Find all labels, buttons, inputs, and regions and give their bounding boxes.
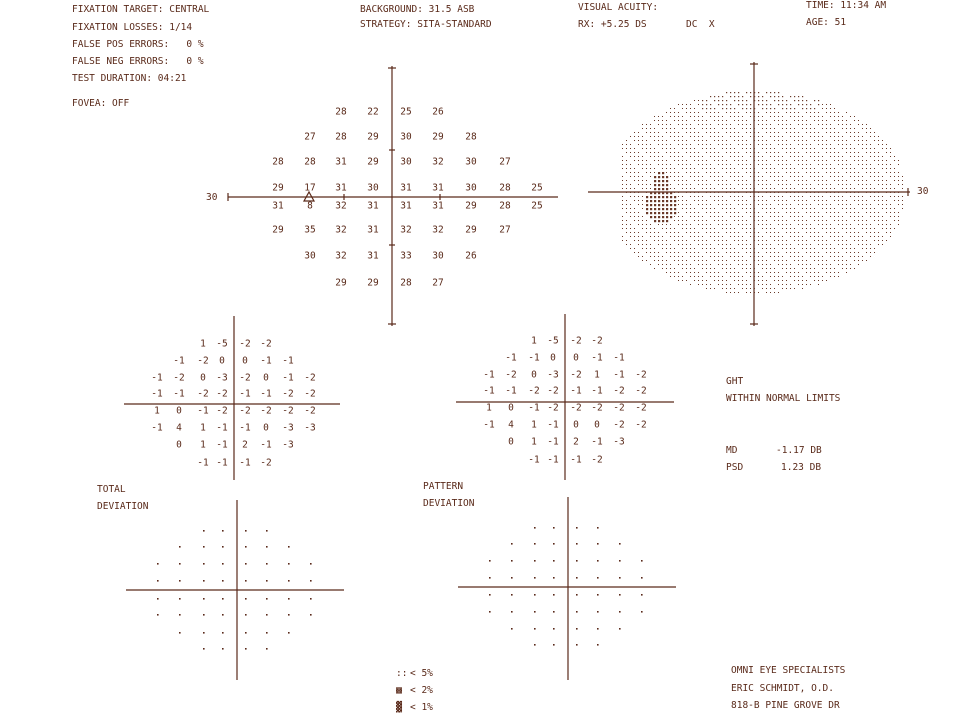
strategy-value: STRATEGY: SITA-STANDARD [360,19,492,30]
threshold-value: 27 [499,224,511,236]
probability-dot [222,614,224,616]
probability-dot [157,614,159,616]
ght-label: GHT [726,376,744,387]
pattern-deviation-value: -1 [483,419,495,431]
pattern-deviation-value: -2 [505,369,517,381]
total-deviation-value: 1 [200,439,206,451]
pattern-deviation-value: 0 [594,419,600,431]
probability-dot [203,598,205,600]
pattern-deviation-value: -1 [613,369,625,381]
threshold-value: 31 [335,156,347,168]
threshold-value: 32 [432,224,444,236]
probability-dot [288,546,290,548]
probability-dot [266,632,268,634]
total-deviation-value: 0 [176,439,182,451]
pattern-deviation-value: -1 [591,352,603,364]
total-deviation-value: -1 [151,372,163,384]
patient-age: AGE: 51 [806,17,847,28]
total-deviation-value: -1 [197,457,209,469]
threshold-axis-label: 30 [206,192,218,203]
total-deviation-value: -2 [304,388,316,400]
probability-dot [641,594,643,596]
pattern-deviation-value: 0 [531,369,537,381]
total-deviation-value: -2 [216,388,228,400]
threshold-value: 26 [432,106,444,118]
probability-dot [553,611,555,613]
total-deviation-value: -1 [151,388,163,400]
clinic-name: OMNI EYE SPECIALISTS [731,665,846,676]
legend-5pct: < 5% [410,668,433,679]
threshold-value: 22 [367,106,379,118]
probability-dot [203,580,205,582]
total-deviation-value: 0 [263,422,269,434]
probability-dot [245,614,247,616]
total-deviation-value: -2 [197,355,209,367]
threshold-value: 30 [367,182,379,194]
threshold-value: 31 [367,200,379,212]
threshold-value: 27 [432,277,444,289]
pattern-deviation-value: -5 [547,335,559,347]
pattern-deviation-value: -2 [635,402,647,414]
probability-dot [203,632,205,634]
total-deviation-value: 1 [200,422,206,434]
total-deviation-value: -1 [260,355,272,367]
probability-dot [489,594,491,596]
probability-dot [534,644,536,646]
legend-2pct: < 2% [410,685,433,696]
threshold-value: 31 [400,182,412,194]
probability-dot [597,644,599,646]
threshold-value: 31 [272,200,284,212]
total-deviation-value: -2 [304,405,316,417]
pattern-deviation-value: -2 [528,385,540,397]
ght-value: WITHIN NORMAL LIMITS [726,393,841,404]
total-deviation-value: 0 [263,372,269,384]
pattern-deviation-value: -2 [635,369,647,381]
probability-dot [245,598,247,600]
threshold-value: 29 [367,277,379,289]
threshold-value: 29 [272,224,284,236]
legend-1pct: < 1% [410,702,433,713]
probability-dot [553,560,555,562]
pattern-deviation-value: -2 [635,385,647,397]
threshold-value: 31 [367,224,379,236]
threshold-value: 30 [432,250,444,262]
probability-dot [534,527,536,529]
total-deviation-value: -1 [216,457,228,469]
probability-dot [310,614,312,616]
threshold-value: 25 [400,106,412,118]
threshold-value: 30 [304,250,316,262]
total-deviation-value: -2 [260,405,272,417]
total-deviation-value: 0 [242,355,248,367]
probability-dot [511,543,513,545]
pattern-deviation-value: 2 [573,436,579,448]
fixation-losses: FIXATION LOSSES: 1/14 [72,22,193,33]
probability-dot [641,577,643,579]
pattern-deviation-value: 0 [508,436,514,448]
total-deviation-value: -1 [216,439,228,451]
pattern-deviation-value: -1 [591,385,603,397]
probability-dot [157,563,159,565]
threshold-value: 31 [432,200,444,212]
pattern-deviation-value: 1 [531,419,537,431]
threshold-value: 32 [335,200,347,212]
threshold-value: 29 [367,131,379,143]
pattern-deviation-value: -2 [613,402,625,414]
probability-dot [222,563,224,565]
clinic-doctor: ERIC SCHMIDT, O.D. [731,683,834,694]
total-deviation-value: -2 [282,405,294,417]
total-deviation-value: -2 [197,388,209,400]
total-deviation-value: -1 [282,372,294,384]
threshold-value: 31 [367,250,379,262]
pattern-deviation-value: -1 [613,352,625,364]
total-deviation-value: -1 [239,457,251,469]
total-deviation-value: -2 [216,405,228,417]
probability-dot [597,611,599,613]
probability-dot [576,577,578,579]
total-deviation-value: -1 [173,388,185,400]
probability-dot [534,543,536,545]
total-deviation-value: -3 [282,439,294,451]
threshold-value: 29 [335,277,347,289]
threshold-value: 28 [304,156,316,168]
probability-dot [222,598,224,600]
probability-dot [288,580,290,582]
probability-dot [534,628,536,630]
threshold-value: 30 [400,156,412,168]
probability-dot [641,560,643,562]
probability-dot [597,560,599,562]
fovea-status: FOVEA: OFF [72,98,130,109]
probability-dot [266,563,268,565]
pattern-deviation-label-2: DEVIATION [423,498,475,509]
probability-dot [619,543,621,545]
probability-dot [266,530,268,532]
total-deviation-value: -1 [216,422,228,434]
probability-dot [619,560,621,562]
probability-dot [245,648,247,650]
probability-dot [641,611,643,613]
probability-dot [597,527,599,529]
probability-dot [245,546,247,548]
probability-dot [157,598,159,600]
pattern-deviation-value: 4 [508,419,514,431]
total-deviation-value: 0 [219,355,225,367]
probability-dot [179,632,181,634]
total-deviation-value: 0 [200,372,206,384]
threshold-value: 31 [400,200,412,212]
probability-dot [511,628,513,630]
threshold-value: 35 [304,224,316,236]
probability-dot [511,577,513,579]
probability-dot [288,563,290,565]
probability-dot [203,546,205,548]
probability-dot [489,560,491,562]
clinic-address: 818-B PINE GROVE DR [731,700,840,711]
probability-dot [511,594,513,596]
pattern-deviation-value: -2 [570,402,582,414]
probability-dot [619,611,621,613]
probability-dot [203,563,205,565]
threshold-value: 27 [304,131,316,143]
pattern-deviation-value: -1 [547,436,559,448]
legend-5pct-icon: :: [396,668,408,679]
pattern-deviation-value: -1 [528,352,540,364]
threshold-value: 28 [335,131,347,143]
probability-dot [619,594,621,596]
probability-dot [619,628,621,630]
pattern-deviation-value: -1 [483,385,495,397]
probability-dot [203,648,205,650]
probability-dot [553,543,555,545]
test-time: TIME: 11:34 AM [806,0,887,11]
probability-dot [511,560,513,562]
probability-dot [553,594,555,596]
pattern-deviation-value: 1 [531,436,537,448]
md-label: MD [726,445,738,456]
probability-dot [553,577,555,579]
probability-dot [179,546,181,548]
test-duration: TEST DURATION: 04:21 [72,73,187,84]
pattern-deviation-value: 0 [573,419,579,431]
total-deviation-value: -3 [216,372,228,384]
total-deviation-value: -1 [151,422,163,434]
visual-acuity: VISUAL ACUITY: [578,2,659,13]
total-deviation-value: 1 [154,405,160,417]
probability-dot [266,546,268,548]
total-deviation-value: -1 [173,355,185,367]
probability-dot [534,577,536,579]
total-deviation-value: -5 [216,338,228,350]
total-deviation-value: -3 [282,422,294,434]
threshold-value: 31 [432,182,444,194]
threshold-value: 32 [400,224,412,236]
probability-dot [553,628,555,630]
total-deviation-value: -3 [304,422,316,434]
probability-dot [576,628,578,630]
pattern-deviation-value: -3 [613,436,625,448]
probability-dot [576,543,578,545]
probability-dot [245,632,247,634]
threshold-value: 25 [531,182,543,194]
probability-dot [245,563,247,565]
total-deviation-value: -1 [239,388,251,400]
probability-dot [288,632,290,634]
pattern-deviation-value: -2 [570,369,582,381]
pattern-deviation-value: -1 [483,369,495,381]
false-neg-errors: FALSE NEG ERRORS: 0 % [72,56,204,67]
threshold-value: 29 [272,182,284,194]
md-value: -1.17 DB [776,445,822,456]
probability-dot [245,580,247,582]
pattern-deviation-value: -2 [547,402,559,414]
false-pos-errors: FALSE POS ERRORS: 0 % [72,39,204,50]
probability-dot [534,560,536,562]
legend-2pct-icon: ▩ [396,685,403,696]
probability-dot [534,611,536,613]
probability-dot [222,530,224,532]
total-deviation-value: -2 [260,338,272,350]
pattern-deviation-value: -2 [635,419,647,431]
probability-dot [619,577,621,579]
probability-dot [534,594,536,596]
threshold-value: 30 [465,156,477,168]
pattern-deviation-value: -1 [591,436,603,448]
rx-value: RX: +5.25 DS [578,19,647,30]
total-deviation-label-2: DEVIATION [97,501,149,512]
threshold-value: 17 [304,182,316,194]
total-deviation-value: -1 [260,439,272,451]
pattern-deviation-value: -1 [505,385,517,397]
pattern-deviation-value: 0 [508,402,514,414]
probability-dot [266,648,268,650]
total-deviation-value: 4 [176,422,182,434]
probability-dot [489,577,491,579]
legend-1pct-icon: ▓ [396,702,403,713]
threshold-value: 27 [499,156,511,168]
probability-dot [179,614,181,616]
probability-dot [203,614,205,616]
probability-dot [288,614,290,616]
total-deviation-value: -2 [304,372,316,384]
threshold-value: 8 [307,200,313,212]
probability-dot [597,577,599,579]
total-deviation-value: 2 [242,439,248,451]
total-deviation-value: -2 [282,388,294,400]
probability-dot [310,563,312,565]
threshold-value: 30 [465,182,477,194]
pattern-deviation-value: -3 [547,369,559,381]
total-deviation-value: -2 [239,372,251,384]
threshold-value: 29 [465,224,477,236]
threshold-value: 29 [367,156,379,168]
probability-dot [179,580,181,582]
probability-dot [576,644,578,646]
probability-dot [489,611,491,613]
threshold-value: 28 [499,200,511,212]
probability-dot [597,628,599,630]
pattern-deviation-value: -1 [528,402,540,414]
pattern-deviation-value: -1 [547,419,559,431]
probability-dot [288,598,290,600]
threshold-value: 32 [335,250,347,262]
total-deviation-value: -1 [260,388,272,400]
threshold-value: 33 [400,250,412,262]
pattern-deviation-value: -2 [547,385,559,397]
total-deviation-label: TOTAL [97,484,126,495]
probability-dot [553,644,555,646]
probability-dot [266,580,268,582]
probability-dot [511,611,513,613]
threshold-value: 32 [335,224,347,236]
total-deviation-value: -2 [239,405,251,417]
psd-label: PSD [726,462,744,473]
pattern-deviation-value: -1 [570,454,582,466]
pattern-deviation-value: -2 [570,335,582,347]
threshold-value: 31 [335,182,347,194]
pattern-deviation-value: 1 [594,369,600,381]
threshold-value: 30 [400,131,412,143]
total-deviation-value: 0 [176,405,182,417]
probability-dot [222,632,224,634]
total-deviation-value: -2 [173,372,185,384]
threshold-value: 28 [272,156,284,168]
pattern-deviation-value: 1 [486,402,492,414]
probability-dot [222,546,224,548]
pattern-deviation-label: PATTERN [423,481,464,492]
threshold-value: 28 [465,131,477,143]
probability-dot [179,598,181,600]
total-deviation-value: -2 [239,338,251,350]
threshold-value: 28 [499,182,511,194]
pattern-deviation-value: -2 [613,385,625,397]
background-value: BACKGROUND: 31.5 ASB [360,4,475,15]
fixation-target: FIXATION TARGET: CENTRAL [72,4,210,15]
total-deviation-value: -1 [239,422,251,434]
psd-value: 1.23 DB [781,462,822,473]
dc-value: DC X [686,19,715,30]
probability-dot [222,648,224,650]
threshold-value: 26 [465,250,477,262]
pattern-deviation-value: 0 [573,352,579,364]
probability-dot [597,543,599,545]
pattern-deviation-value: 1 [531,335,537,347]
probability-dot [203,530,205,532]
threshold-value: 28 [400,277,412,289]
pattern-deviation-value: -2 [591,454,603,466]
probability-dot [310,598,312,600]
threshold-value: 29 [432,131,444,143]
probability-dot [266,598,268,600]
probability-dot [553,527,555,529]
probability-dot [266,614,268,616]
probability-dot [576,611,578,613]
probability-dot [222,580,224,582]
probability-dot [245,530,247,532]
threshold-value: 25 [531,200,543,212]
total-deviation-value: -1 [197,405,209,417]
probability-dot [576,560,578,562]
total-deviation-value: -2 [260,457,272,469]
total-deviation-value: 1 [200,338,206,350]
pattern-deviation-value: -1 [505,352,517,364]
total-deviation-value: -1 [282,355,294,367]
pattern-deviation-value: 0 [550,352,556,364]
probability-dot [576,594,578,596]
pattern-deviation-value: -1 [547,454,559,466]
pattern-deviation-value: -2 [613,419,625,431]
threshold-value: 32 [432,156,444,168]
probability-dot [179,563,181,565]
pattern-deviation-value: -1 [528,454,540,466]
probability-dot [576,527,578,529]
pattern-deviation-value: -2 [591,335,603,347]
probability-dot [310,580,312,582]
probability-dot [597,594,599,596]
threshold-value: 29 [465,200,477,212]
probability-dot [157,580,159,582]
threshold-value: 28 [335,106,347,118]
pattern-deviation-value: -2 [591,402,603,414]
grayscale-axis-label: 30 [917,186,929,197]
pattern-deviation-value: -1 [570,385,582,397]
